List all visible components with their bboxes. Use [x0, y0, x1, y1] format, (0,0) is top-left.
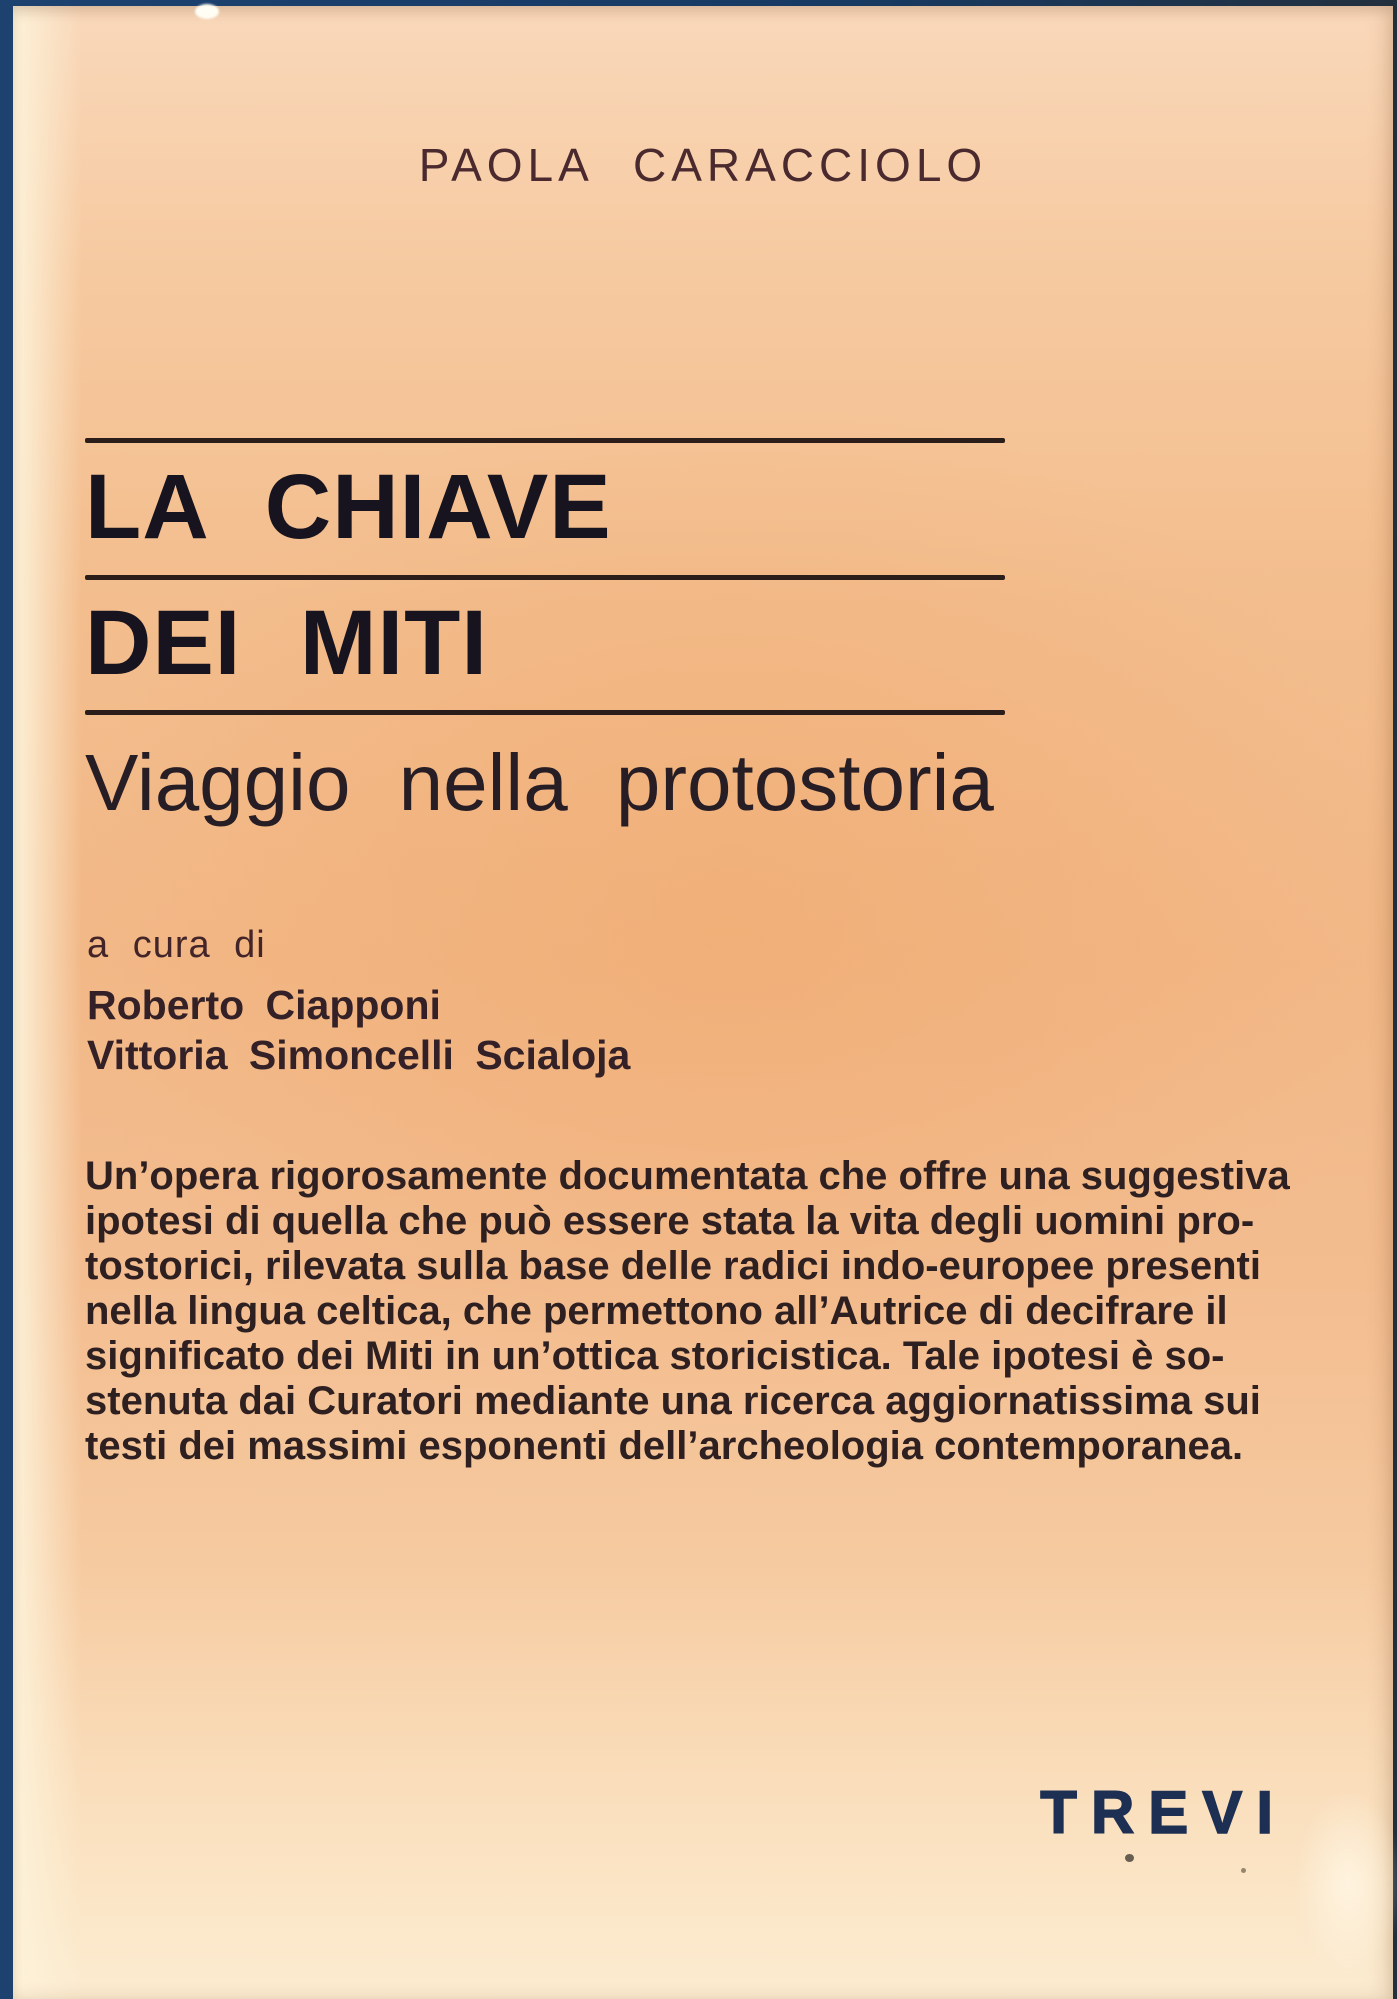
dust-speck: [1241, 1868, 1246, 1873]
blurb-line: nella lingua celtica, che permettono all’Autrice di decifrare il: [85, 1289, 1228, 1333]
blurb-line: stenuta dai Curatori mediante una ricerca aggiornatissima sui: [85, 1379, 1261, 1423]
dust-speck: [1125, 1854, 1134, 1862]
editors-intro: a cura di: [87, 924, 266, 966]
subtitle: Viaggio nella protostoria: [85, 738, 994, 827]
blurb-paragraph: [85, 1154, 1290, 1469]
title-line-1: LA CHIAVE: [85, 456, 612, 558]
publisher-logo: TREVI: [1040, 1779, 1287, 1846]
blurb-line: significato dei Miti in un’ottica storicistica. Tale ipotesi è so-: [85, 1334, 1225, 1378]
blurb-line: ipotesi di quella che può essere stata la vita degli uomini pro-: [85, 1199, 1255, 1243]
corner-wear-highlight: [1293, 1789, 1397, 1979]
editor-name: Roberto Ciapponi: [87, 982, 441, 1028]
paper-wear-speck: [195, 4, 219, 19]
title-line-2: DEI MITI: [85, 592, 488, 694]
author-name: PAOLA CARACCIOLO: [418, 139, 988, 191]
editor-name: Vittoria Simoncelli Scialoja: [87, 1032, 631, 1078]
blurb-line: testi dei massimi esponenti dell’archeologia contemporanea.: [85, 1424, 1244, 1468]
blurb-line: Un’opera rigorosamente documentata che offre una suggestiva: [85, 1154, 1290, 1198]
title-rule-bottom: [85, 710, 1005, 715]
book-cover: [13, 6, 1393, 1999]
title-rule-middle: [85, 575, 1005, 580]
blurb-line: tostorici, rilevata sulla base delle radici indo-europee presenti: [85, 1244, 1261, 1288]
title-rule-top: [85, 438, 1005, 443]
editors-list: [87, 980, 630, 1080]
